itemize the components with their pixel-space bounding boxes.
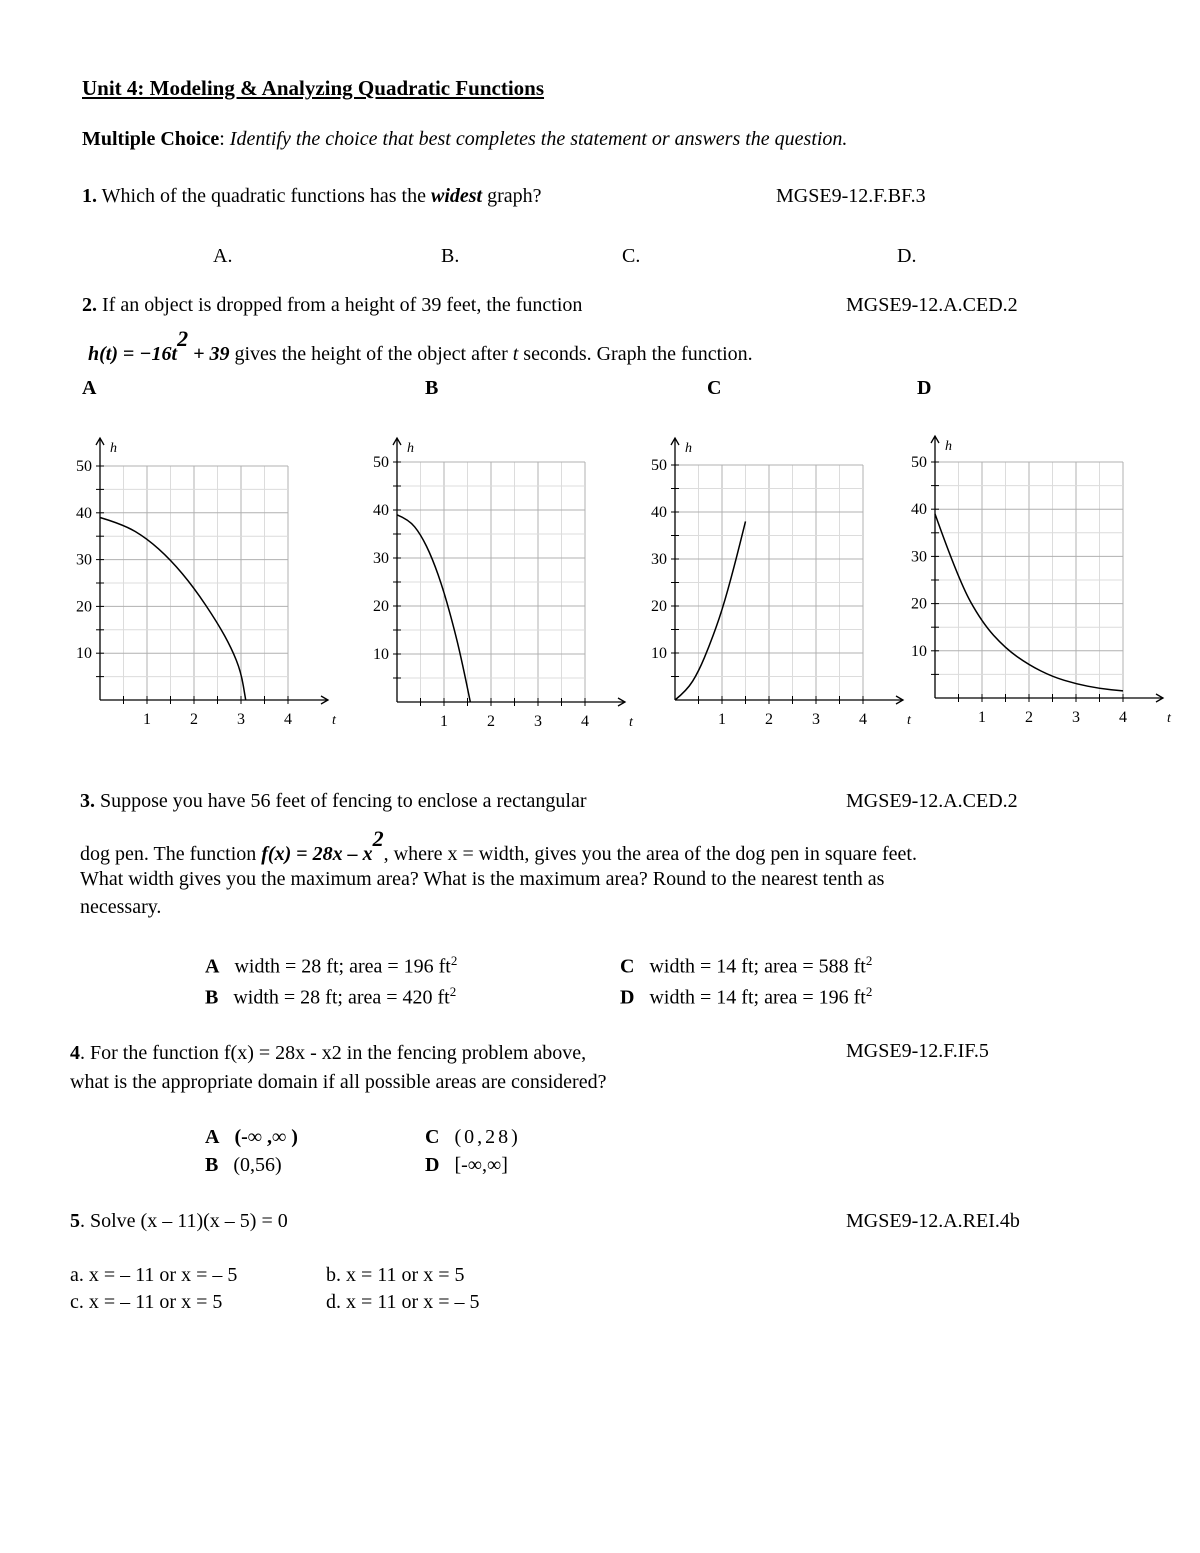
q4-choice-b[interactable] [205,1154,282,1177]
q2-graph-label-b[interactable]: B [425,377,439,399]
q3-func-lhs: f(x) [261,843,292,865]
q1-number: 1. [82,185,97,207]
q4-prompt-line1 [70,1042,586,1065]
q1-choice-d[interactable]: D. [897,245,917,267]
q3-choice-b-exp: 2 [449,984,457,999]
q4-choice-a[interactable] [205,1126,298,1149]
q4-choice-c-text: (0,28) [454,1126,521,1148]
x-tick-label: 3 [1072,709,1080,726]
series-curve [100,517,246,700]
q1-emphasis: widest [430,185,483,207]
q4-choice-d-letter: D [425,1154,440,1176]
q1-choice-c[interactable]: C. [622,245,641,267]
q3-choice-a-letter: A [205,955,220,978]
q3-line2-before: dog pen. The function [80,843,257,865]
graph-svg [60,430,340,740]
y-axis-label: h [945,439,952,454]
q1-choice-a[interactable]: A. [213,245,233,267]
y-tick-label: 30 [651,551,667,568]
q2-graph-label-c[interactable]: C [707,377,722,399]
q3-choice-c-letter: C [620,955,635,978]
q3-choice-c-text: width = 14 ft; area = 588 ft [649,955,866,978]
q5-number: 5 [70,1210,80,1232]
q2-prompt-line2 [88,326,753,366]
q2-line1: If an object is dropped from a height of 39 feet, the function [102,294,583,316]
y-tick-label: 20 [651,598,667,615]
instructions-text: Identify the choice that best completes the statement or answers the question. [229,128,848,150]
q2-func-exp: 2 [177,326,189,351]
q3-choice-c[interactable] [620,953,872,979]
graph-a[interactable] [60,430,340,745]
q3-standard: MGSE9-12.A.CED.2 [846,790,1018,812]
q3-prompt-line2 [80,826,917,866]
y-tick-label: 30 [76,551,92,569]
graph-svg [895,430,1175,740]
q3-choice-a-exp: 2 [450,953,458,968]
x-tick-label: 3 [812,711,820,728]
x-tick-label: 1 [978,709,986,726]
q4-choice-b-letter: B [205,1154,219,1176]
instructions-label: Multiple Choice [82,128,220,150]
q2-graph-label-d[interactable]: D [917,377,932,399]
q4-standard: MGSE9-12.F.IF.5 [846,1040,989,1062]
y-tick-label: 40 [651,504,667,521]
q1-standard: MGSE9-12.F.BF.3 [776,185,926,207]
y-tick-label: 50 [911,454,927,471]
y-tick-label: 40 [76,504,92,522]
q5-text: . Solve (x – 11)(x – 5) = 0 [80,1210,288,1232]
y-tick-label: 50 [373,454,389,471]
series-curve [397,515,470,702]
q5-prompt [70,1210,288,1233]
q3-number: 3. [80,790,95,812]
x-tick-label: 4 [859,711,867,728]
q4-choice-d[interactable] [425,1154,508,1177]
y-tick-label: 10 [373,646,389,663]
q3-choice-b-text: width = 28 ft; area = 420 ft [233,986,450,1009]
x-tick-label: 2 [487,713,495,730]
y-axis-label: h [407,441,414,456]
x-axis-label: t [332,713,336,728]
q3-prompt-line3: What width gives you the maximum area? What is the maximum area? Round to the nearest tenth as [80,868,885,890]
x-tick-label: 1 [440,713,448,730]
x-tick-label: 3 [534,713,542,730]
x-tick-label: 1 [718,711,726,728]
q5-choice-b[interactable]: b. x = 11 or x = 5 [326,1264,465,1286]
q3-choice-d-exp: 2 [865,984,873,999]
y-tick-label: 20 [373,598,389,615]
q2-text-after-var: seconds. Graph the function. [523,343,753,365]
x-tick-label: 4 [1119,709,1127,726]
y-axis-label: h [110,441,117,456]
y-tick-label: 30 [911,548,927,566]
q3-choice-b-letter: B [205,986,219,1009]
graph-d[interactable] [895,430,1175,745]
q2-func-lhs: h(t) [88,343,118,365]
y-tick-label: 20 [76,598,92,616]
y-tick-label: 40 [911,501,927,519]
q5-choice-c[interactable]: c. x = – 11 or x = 5 [70,1291,223,1313]
q4-number: 4 [70,1042,80,1064]
y-tick-label: 40 [373,502,389,519]
y-axis-label: h [685,441,692,456]
q2-prompt-line1 [82,294,582,317]
x-tick-label: 2 [190,711,198,728]
instructions [82,128,847,151]
y-tick-label: 50 [651,457,667,474]
q3-choice-b[interactable] [205,984,456,1010]
q2-func-eq: = [123,343,135,365]
x-tick-label: 1 [143,711,151,728]
q3-choice-d-text: width = 14 ft; area = 196 ft [649,986,866,1009]
x-tick-label: 2 [765,711,773,728]
graph-b[interactable] [360,430,640,745]
q5-standard: MGSE9-12.A.REI.4b [846,1210,1020,1232]
series-curve [675,521,746,700]
y-tick-label: 10 [76,645,92,663]
x-axis-label: t [907,713,911,728]
x-axis-label: t [629,715,633,730]
q3-line1: Suppose you have 56 feet of fencing to enclose a rectangular [100,790,587,812]
x-tick-label: 3 [237,711,245,728]
q3-choice-d-letter: D [620,986,635,1009]
q4-choice-c[interactable] [425,1126,521,1149]
x-tick-label: 2 [1025,709,1033,726]
q4-choice-d-text: [-∞,∞] [454,1154,508,1176]
q3-choice-a-text: width = 28 ft; area = 196 ft [234,955,451,978]
instructions-colon: : [219,128,225,150]
x-axis-label: t [1167,711,1171,726]
q1-text-before: Which of the quadratic functions has the [101,185,426,207]
q4-prompt-line2: what is the appropriate domain if all possible areas are considered? [70,1071,607,1093]
q4-choice-c-letter: C [425,1126,440,1148]
q3-func-eq: = [296,843,308,865]
page-title: Unit 4: Modeling & Analyzing Quadratic Functions [82,76,545,100]
q3-prompt-line4: necessary. [80,896,162,918]
q2-func-coef: −16t [139,343,178,365]
q4-choice-a-letter: A [205,1126,220,1148]
y-tick-label: 30 [373,550,389,567]
y-tick-label: 10 [651,645,667,662]
y-tick-label: 20 [911,595,927,613]
q1-choice-b[interactable]: B. [441,245,460,267]
q4-choice-b-text: (0,56) [233,1154,282,1176]
q3-func-exp: 2 [372,826,384,851]
q4-line1: . For the function f(x) = 28x - x2 in the fencing problem above, [80,1042,587,1064]
q2-standard: MGSE9-12.A.CED.2 [846,294,1018,316]
x-tick-label: 4 [284,711,292,728]
q3-line2-after: , where x = width, gives you the area of the dog pen in square feet. [383,843,917,865]
graph-svg [638,430,918,740]
q2-graph-label-a[interactable]: A [82,377,97,399]
y-tick-label: 50 [76,458,92,475]
q3-choice-c-exp: 2 [865,953,873,968]
q5-choice-d[interactable]: d. x = 11 or x = – 5 [326,1291,480,1313]
q3-choice-a[interactable] [205,953,457,979]
graph-c[interactable] [638,430,918,745]
q2-func-const: + 39 [193,343,230,365]
q5-choice-a[interactable]: a. x = – 11 or x = – 5 [70,1264,238,1286]
q3-prompt-line1 [80,790,586,813]
q2-variable: t [512,343,519,365]
q3-func-body: 28x – x [312,843,373,865]
q4-choice-a-text: (-∞ ,∞ ) [234,1126,298,1148]
q1-text-after: graph? [487,185,542,207]
q2-text-before-var: gives the height of the object after [234,343,508,365]
q3-choice-d[interactable] [620,984,872,1010]
x-tick-label: 4 [581,713,589,730]
y-tick-label: 10 [911,642,927,660]
q1-prompt [82,185,542,208]
graph-svg [360,430,640,740]
q2-number: 2. [82,294,97,316]
